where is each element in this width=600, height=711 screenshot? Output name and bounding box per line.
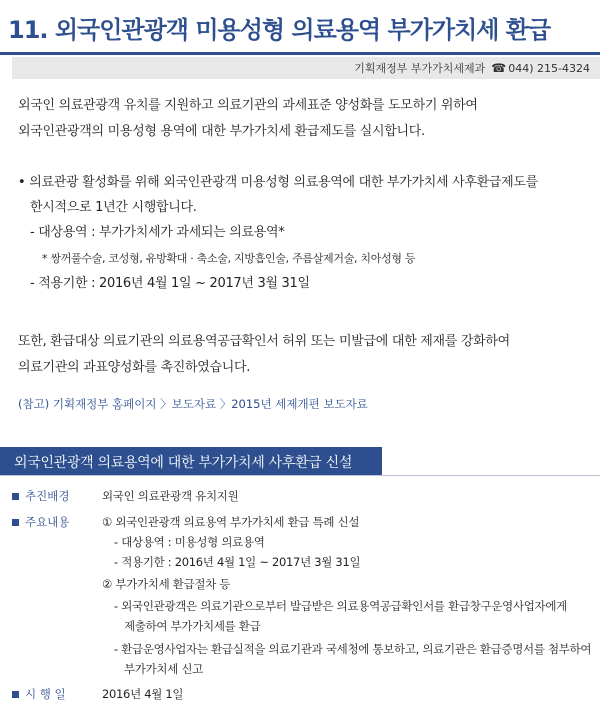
department-name: 기획재정부 부가가치세제과 <box>354 62 486 75</box>
title-divider <box>0 52 600 55</box>
main-line: 제출하여 부가가치세를 환급 <box>124 619 261 633</box>
bullet-line-1: • 의료관광 활성화를 위해 외국인관광객 미용성형 의료용역에 대한 부가가치세 사후환급제도를 <box>18 175 538 190</box>
section-divider <box>0 475 600 476</box>
phone-icon: ☎ <box>491 61 507 75</box>
department-bar <box>12 57 600 79</box>
bullet-line-2: 한시적으로 1년간 시행합니다. <box>30 200 197 215</box>
page-title: 11. 외국인관광객 미용성형 의료용역 부가가치세 환급 <box>8 16 551 44</box>
square-bullet-icon <box>12 519 19 526</box>
main-content-label: 주요내용 <box>12 514 69 530</box>
main-line: - 외국인관광객은 의료기관으로부터 발급받은 의료용역공급확인서를 환급창구운영사업자에게 <box>114 599 567 613</box>
effective-date-value: 2016년 4월 1일 <box>102 687 184 701</box>
footnote: * 쌍꺼풀수술, 코성형, 유방확대 · 축소술, 지방흡인술, 주름살제거술, 치아성형 등 <box>42 252 416 265</box>
effective-date-label: 시 행 일 <box>12 686 66 702</box>
square-bullet-icon <box>12 493 19 500</box>
main-line: - 환급운영사업자는 환급실적을 의료기관과 국세청에 통보하고, 의료기관은 환급증명서를 첨부하여 <box>114 642 592 656</box>
also-line-1: 또한, 환급대상 의료기관의 의료용역공급확인서 허위 또는 미발급에 대한 제재를 강화하여 <box>18 334 510 349</box>
section-title: 외국인관광객 의료용역에 대한 부가가치세 사후환급 신설 <box>14 455 353 471</box>
main-line: - 적용기한 : 2016년 4월 1일 ~ 2017년 3월 31일 <box>114 555 361 569</box>
background-value: 외국인 의료관광객 유치지원 <box>102 489 239 503</box>
main-line: 부가가치세 신고 <box>124 662 204 676</box>
target-service: - 대상용역 : 부가가치세가 과세되는 의료용역* <box>30 225 285 240</box>
intro-line-2: 외국인관광객의 미용성형 용역에 대한 부가가치세 환급제도를 실시합니다. <box>18 124 425 139</box>
main-line: ② 부가가치세 환급절차 등 <box>102 577 231 591</box>
main-line: - 대상용역 : 미용성형 의료용역 <box>114 535 265 549</box>
department-info <box>354 60 590 76</box>
section-header <box>0 447 382 475</box>
main-line: ① 외국인관광객 의료용역 부가가치세 환급 특례 신설 <box>102 515 360 529</box>
also-line-2: 의료기관의 과표양성화를 촉진하였습니다. <box>18 360 251 375</box>
intro-line-1: 외국인 의료관광객 유치를 지원하고 의료기관의 과세표준 양성화를 도모하기 위하여 <box>18 98 478 113</box>
department-phone: 044) 215-4324 <box>508 62 590 75</box>
application-period: - 적용기한 : 2016년 4월 1일 ~ 2017년 3월 31일 <box>30 276 310 291</box>
background-label: 추진배경 <box>12 488 69 504</box>
square-bullet-icon <box>12 691 19 698</box>
reference-link[interactable]: (참고) 기획재정부 홈페이지 〉보도자료 〉2015년 세제개편 보도자료 <box>18 397 368 411</box>
